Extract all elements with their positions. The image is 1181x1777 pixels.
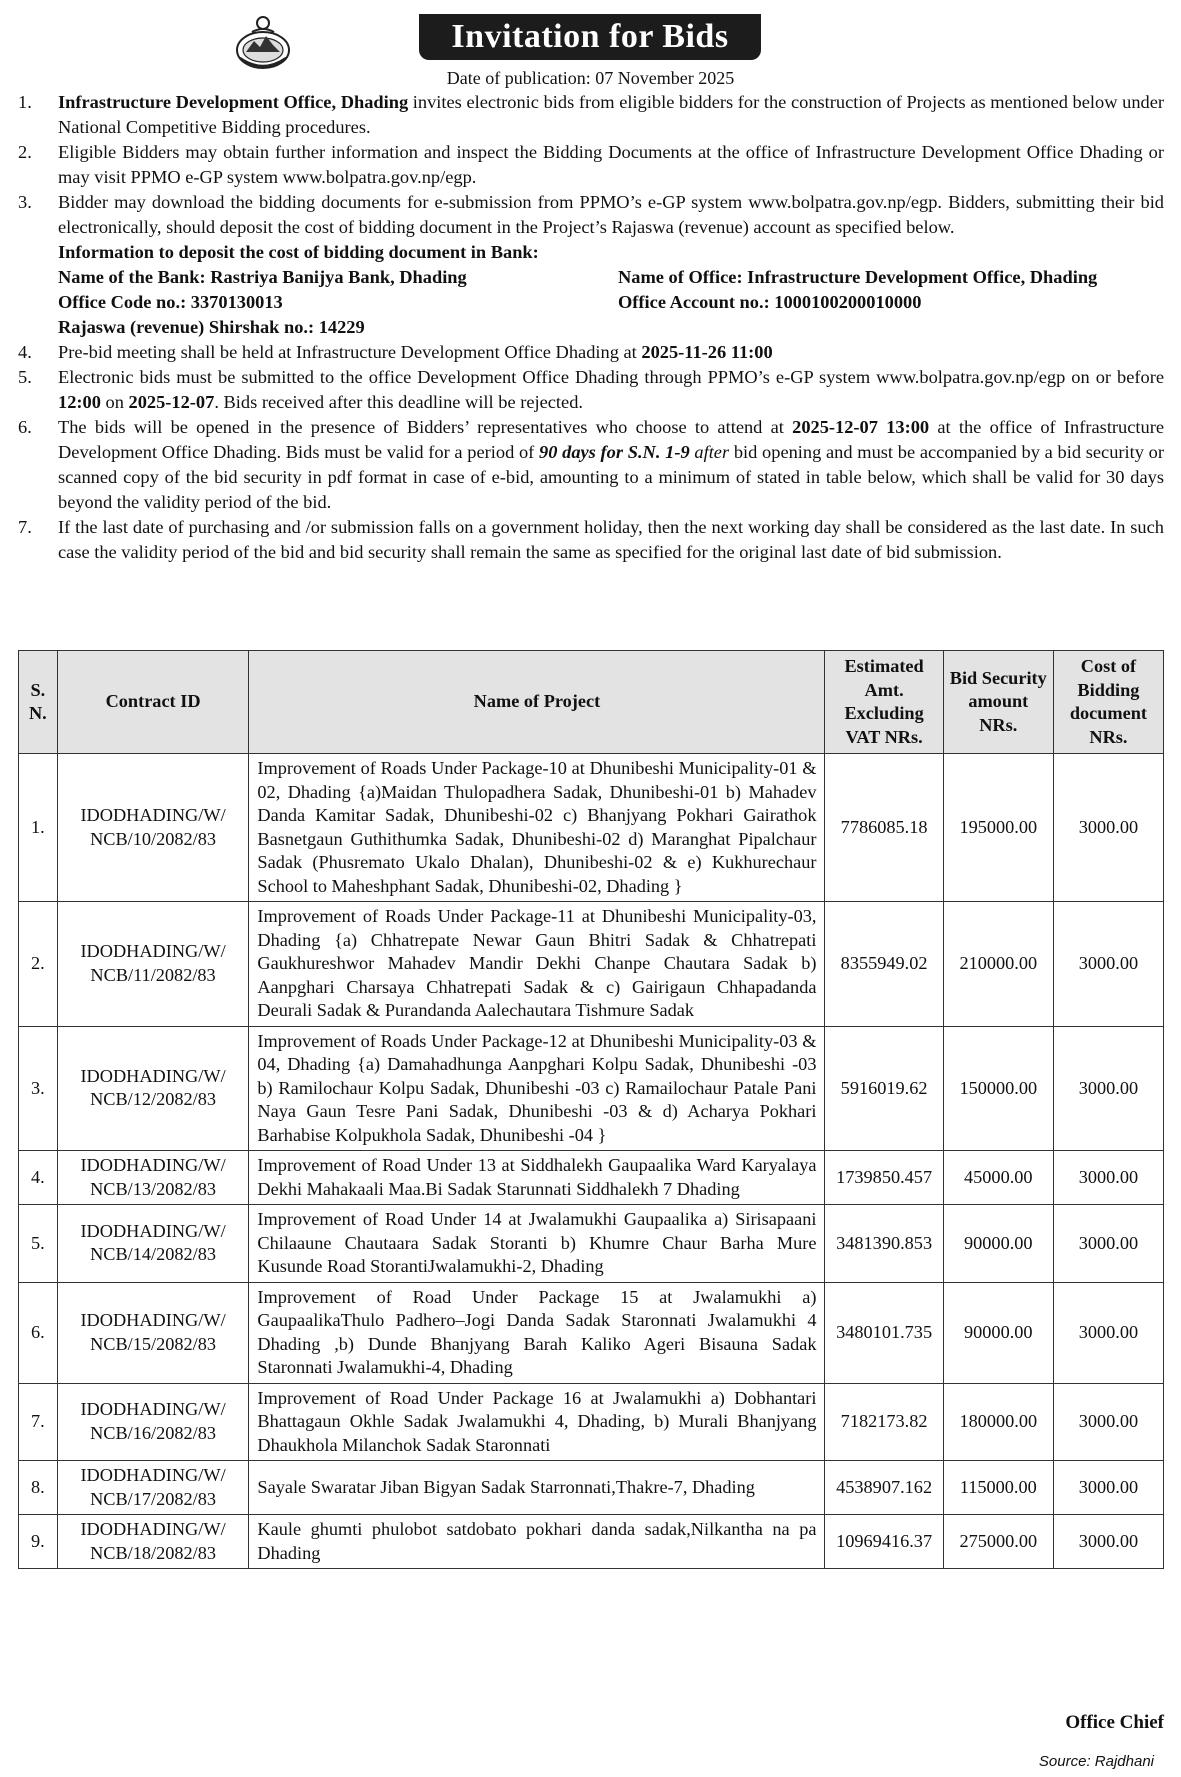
cell-contract-id: IDODHADING/W/ NCB/16/2082/83 — [57, 1383, 249, 1461]
bank-name: Name of the Bank: Rastriya Banijya Bank, Dhading — [58, 267, 467, 287]
cell-contract-id: IDODHADING/W/ NCB/17/2082/83 — [57, 1461, 249, 1515]
cell-sn: 6. — [19, 1282, 58, 1383]
table-header-row — [19, 651, 1164, 754]
cell-contract-id: IDODHADING/W/ NCB/12/2082/83 — [57, 1026, 249, 1151]
cell-bid-security: 210000.00 — [943, 902, 1053, 1027]
cell-sn: 4. — [19, 1151, 58, 1205]
bank-heading: Information to deposit the cost of bidding document in Bank: — [58, 242, 539, 262]
signature: Office Chief — [1065, 1712, 1164, 1733]
col-project: Name of Project — [249, 651, 825, 754]
clause-number: 3. — [18, 192, 32, 212]
cell-doc-cost: 3000.00 — [1053, 902, 1163, 1027]
bank-info — [58, 240, 1164, 340]
clause-number: 6. — [18, 417, 32, 437]
cell-project: Improvement of Road Under 13 at Siddhalekh Gaupaalika Ward Karyalaya Dekhi Mahakaali Maa.Bi Sadak Starunnati Siddhalekh 7 Dhading — [249, 1151, 825, 1205]
clause-text: on — [100, 392, 129, 412]
clause-text: at the office of Infrastructure Development Office Dhading. Bids must be valid for a period of — [58, 417, 1164, 462]
table-row — [19, 1151, 1164, 1205]
cell-contract-id: IDODHADING/W/ NCB/13/2082/83 — [57, 1151, 249, 1205]
cell-bid-security: 115000.00 — [943, 1461, 1053, 1515]
clause-text: invites electronic bids from eligible bidders for the construction of Projects as mentioned below under National Competitive Bidding procedures. — [58, 92, 1164, 137]
clause-number: 2. — [18, 142, 32, 162]
cell-doc-cost: 3000.00 — [1053, 1461, 1163, 1515]
cell-sn: 1. — [19, 754, 58, 902]
cell-estimate: 3480101.735 — [825, 1282, 943, 1383]
cell-project: Improvement of Roads Under Package-11 at Dhunibeshi Municipality-03, Dhading {a) Chhatrepate Newar Gaun Bhitri Sadak & Chhatrepati Gaukhureshwor Mahadev Mandir Dekhi Chanpe Chautara Sadak b) Aanpghari Charsaya Chhatrepati Sadak & c) Gairigaun Chhapadanda Deurali Sadak & Purandanda Aalechautara Tishmure Sadak — [249, 902, 825, 1027]
table-row — [19, 902, 1164, 1027]
cell-project: Improvement of Roads Under Package-10 at Dhunibeshi Municipality-01 & 02, Dhading {a)Maidan Thulopadhera Sadak, Dhunibeshi-01 b) Mahadev Danda Kamitar Sadak, Dhunibeshi-02 c) Bhanjyang Pokhari Gairathok Basnetgaun Guthithumka Sadak, Dhunibeshi-02 d) Maranghat Pipalchaur Sadak (Phusremato Ukalo Dhalan), Dhunibeshi-02 & e) Kukhurechaur School to Maheshphant Sadak, Dhunibeshi-02, Dhading } — [249, 754, 825, 902]
validity-period: 90 days for S.N. 1-9 — [539, 442, 690, 462]
clause-number: 4. — [18, 342, 32, 362]
cell-bid-security: 275000.00 — [943, 1515, 1053, 1569]
clause-7 — [18, 515, 1164, 565]
cell-project: Improvement of Road Under Package 15 at Jwalamukhi a) GaupaalikaThulo Padhero–Jogi Danda Sadak Staronnati Jwalamukhi 4 Dhading ,b) Dunde Bhanjyang Barah Kaliko Ageri Bisauna Sadak Staronnati Jwalamukhi-4, Dhading — [249, 1282, 825, 1383]
cell-bid-security: 90000.00 — [943, 1282, 1053, 1383]
cell-doc-cost: 3000.00 — [1053, 1026, 1163, 1151]
cell-sn: 9. — [19, 1515, 58, 1569]
cell-bid-security: 150000.00 — [943, 1026, 1053, 1151]
table-row — [19, 1383, 1164, 1461]
government-emblem-icon — [232, 14, 294, 72]
col-bid-security: Bid Security amount NRs. — [943, 651, 1053, 754]
cell-bid-security: 180000.00 — [943, 1383, 1053, 1461]
cell-project: Sayale Swaratar Jiban Bigyan Sadak Starronnati,Thakre-7, Dhading — [249, 1461, 825, 1515]
col-doc-cost: Cost of Bidding document NRs. — [1053, 651, 1163, 754]
clause-number: 7. — [18, 517, 32, 537]
clause-text: Electronic bids must be submitted to the office Development Office Dhading through PPMO’s e-GP system www.bolpatra.gov.np/egp on or before — [58, 367, 1164, 387]
clause-text: If the last date of purchasing and /or submission falls on a government holiday, then the next working day shall be considered as the last date. In such case the validity period of the bid and bid security shall remain the same as specified for the original last date of bid submission. — [58, 517, 1164, 562]
col-contract-id: Contract ID — [57, 651, 249, 754]
cell-bid-security: 45000.00 — [943, 1151, 1053, 1205]
cell-estimate: 1739850.457 — [825, 1151, 943, 1205]
cell-sn: 2. — [19, 902, 58, 1027]
cell-estimate: 8355949.02 — [825, 902, 943, 1027]
table-row — [19, 1282, 1164, 1383]
deadline-date: 2025-12-07 — [128, 392, 215, 412]
cell-contract-id: IDODHADING/W/ NCB/18/2082/83 — [57, 1515, 249, 1569]
office-code: Office Code no.: 3370130013 — [58, 292, 283, 312]
cell-estimate: 3481390.853 — [825, 1205, 943, 1283]
cell-bid-security: 195000.00 — [943, 754, 1053, 902]
cell-contract-id: IDODHADING/W/ NCB/15/2082/83 — [57, 1282, 249, 1383]
cell-estimate: 5916019.62 — [825, 1026, 943, 1151]
cell-doc-cost: 3000.00 — [1053, 1515, 1163, 1569]
cell-doc-cost: 3000.00 — [1053, 1205, 1163, 1283]
col-estimate: Estimated Amt. Excluding VAT NRs. — [825, 651, 943, 754]
cell-sn: 7. — [19, 1383, 58, 1461]
cell-sn: 3. — [19, 1026, 58, 1151]
cell-sn: 8. — [19, 1461, 58, 1515]
clause-5 — [18, 365, 1164, 415]
clause-number: 5. — [18, 367, 32, 387]
cell-contract-id: IDODHADING/W/ NCB/11/2082/83 — [57, 902, 249, 1027]
cell-project: Improvement of Road Under 14 at Jwalamukhi Gaupaalika a) Sirisapaani Chilaaune Chautaara Sadak Storanti b) Khumre Chaur Barha Mure Kusunde Road StorantiJwalamukhi-2, Dhading — [249, 1205, 825, 1283]
table-row — [19, 754, 1164, 902]
clause-text: . Bids received after this deadline will be rejected. — [214, 392, 583, 412]
cell-project: Improvement of Roads Under Package-12 at Dhunibeshi Municipality-03 & 04, Dhading {a) Damahadhunga Aanpghari Kolpu Sadak, Dhunibeshi -03 b) Ramilochaur Kolpu Sadak, Dhunibeshi -03 c) Ramailochaur Patale Pani Naya Gaun Tesre Pani Sadak, Dhunibeshi -03 & d) Acharya Pokhari Barhabise Kolpukhola Sadak, Dhunibeshi -04 } — [249, 1026, 825, 1151]
cell-estimate: 7182173.82 — [825, 1383, 943, 1461]
table-row — [19, 1205, 1164, 1283]
page-title: Invitation for Bids — [419, 14, 761, 60]
clause-number: 1. — [18, 92, 32, 112]
clause-text: Eligible Bidders may obtain further information and inspect the Bidding Documents at the office of Infrastructure Development Office Dhading or may visit PPMO e-GP system www.bolpatra.gov.np/egp. — [58, 142, 1164, 187]
cell-bid-security: 90000.00 — [943, 1205, 1053, 1283]
clause-1 — [18, 90, 1164, 140]
cell-doc-cost: 3000.00 — [1053, 1282, 1163, 1383]
cell-estimate: 10969416.37 — [825, 1515, 943, 1569]
cell-project: Kaule ghumti phulobot satdobato pokhari danda sadak,Nilkantha na pa Dhading — [249, 1515, 825, 1569]
bid-clauses — [18, 90, 1164, 565]
clause-text: Pre-bid meeting shall be held at Infrastructure Development Office Dhading at — [58, 342, 642, 362]
cell-doc-cost: 3000.00 — [1053, 1151, 1163, 1205]
clause-6 — [18, 415, 1164, 515]
cell-project: Improvement of Road Under Package 16 at Jwalamukhi a) Dobhantari Bhattagaun Okhle Sadak Jwalamukhi 4, Dhading, b) Murali Bhanjyang Dhaukhola Milanchok Sadak Staronnati — [249, 1383, 825, 1461]
cell-contract-id: IDODHADING/W/ NCB/14/2082/83 — [57, 1205, 249, 1283]
office-account: Office Account no.: 1000100200010000 — [618, 292, 922, 312]
bids-table — [18, 650, 1164, 1569]
table-row — [19, 1461, 1164, 1515]
pre-bid-datetime: 2025-11-26 11:00 — [641, 342, 773, 362]
cell-doc-cost: 3000.00 — [1053, 1383, 1163, 1461]
cell-estimate: 7786085.18 — [825, 754, 943, 902]
office-name: Name of Office: Infrastructure Development Office, Dhading — [618, 267, 1098, 287]
clause-text: The bids will be opened in the presence of Bidders’ representatives who choose to attend at — [58, 417, 793, 437]
clause-text: Bidder may download the bidding documents for e-submission from PPMO’s e-GP system www.bolpatra.gov.np/egp. Bidders, submitting their bid electronically, should deposit the cost of bidding document in the Project’s Rajaswa (revenue) account as specified below. — [58, 192, 1164, 237]
publication-date: Date of publication: 07 November 2025 — [446, 68, 735, 88]
revenue-shirshak: Rajaswa (revenue) Shirshak no.: 14229 — [58, 317, 365, 337]
clause-lead: Infrastructure Development Office, Dhading — [58, 92, 409, 112]
clause-text: bid opening and must be accompanied by a bid security or scanned copy of the bid security in pdf format in case of e-bid, amounting to a minimum of stated in table below, which shall be valid for 30 days beyond the validity period of the bid. — [58, 442, 1164, 512]
table-row — [19, 1026, 1164, 1151]
cell-doc-cost: 3000.00 — [1053, 754, 1163, 902]
source-credit: Source: Rajdhani — [1038, 1753, 1154, 1770]
clause-2 — [18, 140, 1164, 190]
col-sn: S. N. — [19, 651, 58, 754]
table-row — [19, 1515, 1164, 1569]
validity-after: after — [689, 442, 730, 462]
deadline-time: 12:00 — [58, 392, 101, 412]
cell-contract-id: IDODHADING/W/ NCB/10/2082/83 — [57, 754, 249, 902]
cell-sn: 5. — [19, 1205, 58, 1283]
clause-3 — [18, 190, 1164, 240]
clause-4 — [18, 340, 1164, 365]
opening-datetime: 2025-12-07 13:00 — [792, 417, 930, 437]
cell-estimate: 4538907.162 — [825, 1461, 943, 1515]
